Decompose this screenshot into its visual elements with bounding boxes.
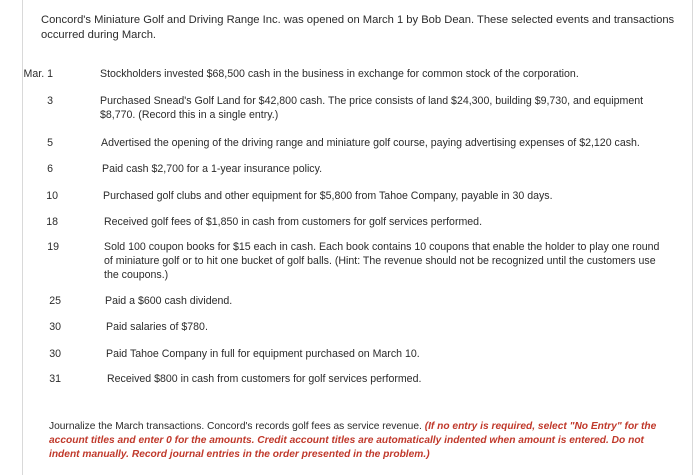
transaction-text: Purchased golf clubs and other equipment for $5,800 from Tahoe Company, payable in 30 days. [103,190,553,202]
problem-intro: Concord's Miniature Golf and Driving Range Inc. was opened on March 1 by Bob Dean. These selected events and transactions occurred during March. [41,14,675,41]
transaction-date: 30 [49,321,61,333]
transaction-date: 6 [47,163,53,175]
transaction-text: Sold 100 coupon books for $15 each in cash. Each book contains 10 coupons that enable the holder to play one round of miniature golf or to hit one bucket of golf balls. (Hint: The revenue should not be recognized until the customers use the coupons.) [104,241,660,281]
transaction-text: Advertised the opening of the driving range and miniature golf course, paying advertising expenses of $2,120 cash. [101,137,640,149]
transaction-text: Stockholders invested $68,500 cash in the business in exchange for common stock of the corporation. [100,68,579,80]
transaction-text: Received golf fees of $1,850 in cash from customers for golf services performed. [104,216,483,228]
transaction-date: 31 [49,373,61,385]
transaction-text: Received $800 in cash from customers for golf services performed. [107,373,422,385]
transaction-text: Purchased Snead's Golf Land for $42,800 cash. The price consists of land $24,300, building $9,730, and equipment $8,770. (Record this in a single entry.) [100,95,644,121]
transaction-date: 5 [47,137,53,149]
transaction-date: 18 [46,216,58,228]
transaction-text: Paid cash $2,700 for a 1-year insurance policy. [102,163,323,175]
transaction-date: 3 [47,95,53,107]
problem-panel [22,0,693,475]
transaction-date: 19 [47,241,59,253]
instructions-lead: Journalize the March transactions. Concord's records golf fees as service revenue. [49,421,422,432]
transaction-text: Paid a $600 cash dividend. [105,295,233,307]
transaction-date: 25 [49,295,61,307]
transaction-text: Paid Tahoe Company in full for equipment purchased on March 10. [106,348,420,360]
transaction-date: Mar. 1 [23,68,53,80]
instructions-note: (If no entry is required, select "No Entry" for the account titles and enter 0 for the amounts. Credit account titles are automatically indented when amount is entered. Do not indent manually. Record journal entries in the order presented in the problem.) [49,421,657,460]
transaction-date: 30 [49,348,61,360]
transaction-date: 10 [46,190,58,202]
instructions [49,420,674,462]
transaction-text: Paid salaries of $780. [106,321,208,333]
